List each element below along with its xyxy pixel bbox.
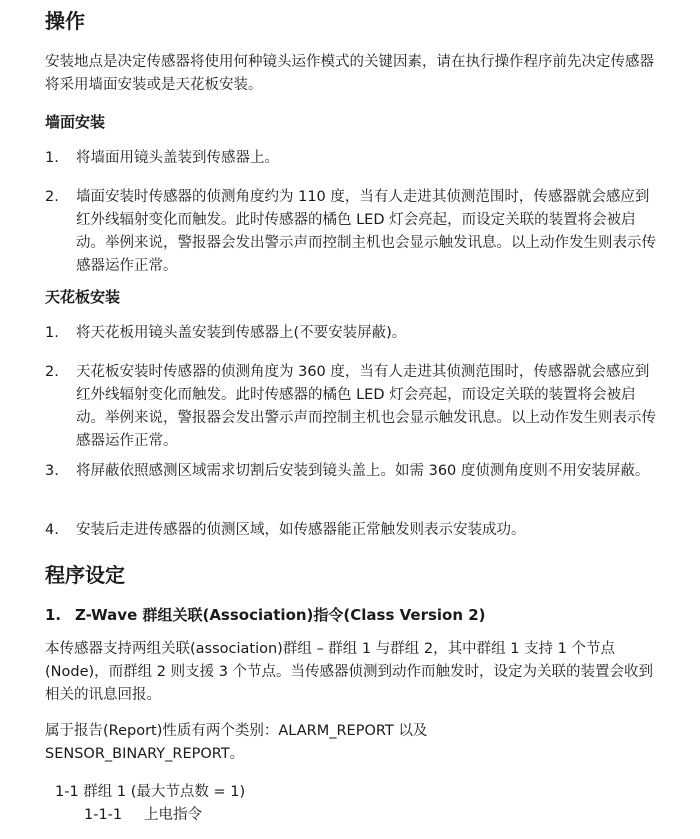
list-item-number: 1. <box>45 325 59 341</box>
section-title-operation: 操作 <box>45 9 85 33</box>
list-item-number: 2. <box>45 189 59 205</box>
list-item-text: 将墙面用镜头盖装到传感器上。 <box>76 150 279 166</box>
list-item-text: 将屏蔽依照感测区域需求切割后安装到镜头盖上。如需 360 度侦测角度则不用安装屏蔽。 <box>76 463 650 479</box>
group1-item-text: 上电指令 <box>144 807 202 823</box>
group1-heading: 1-1 群组 1 (最大节点数 = 1) <box>55 784 246 800</box>
subsection-text: Z-Wave 群组关联(Association)指令(Class Version 2) <box>75 606 486 624</box>
list-item-number: 3. <box>45 463 59 479</box>
list-item-text: 将天花板用镜头盖安装到传感器上(不要安装屏蔽)。 <box>76 325 407 341</box>
report-paragraph-line2: SENSOR_BINARY_REPORT。 <box>45 746 245 762</box>
list-item-text: 天花板安装时传感器的侦测角度为 360 度，当有人走进其侦测范围时，传感器就会感应到红外线辐射变化而触发。此时传感器的橘色 LED 灯会亮起，而设定关联的装置将会被启动。举例来说，警报器会发出警示声而控制主机也会显示触发讯息。以上动作发生则表示传感器运作正常。 <box>76 364 656 449</box>
report-paragraph-line1: 属于报告(Report)性质有两个类别：ALARM_REPORT 以及 <box>45 723 428 739</box>
list-item <box>45 322 657 345</box>
list-item-number: 1. <box>45 150 59 166</box>
subsection-number: 1. <box>45 606 62 624</box>
subsection-title <box>45 604 486 626</box>
list-item <box>45 147 657 170</box>
group1-item-code: 1-1-1 <box>84 807 123 823</box>
association-paragraph: 本传感器支持两组关联(association)群组 – 群组 1 与群组 2，其中群组 1 支持 1 个节点(Node)，而群组 2 则支援 3 个节点。当传感器侦测到动作而触发时，设定为关联的装置会收到相关的讯息回报。 <box>45 641 654 703</box>
list-item <box>45 519 657 542</box>
wall-install-title: 墙面安装 <box>45 113 106 131</box>
list-item-text: 安装后走进传感器的侦测区域，如传感器能正常触发则表示安装成功。 <box>76 522 526 538</box>
list-item <box>45 186 657 278</box>
section-title-program: 程序设定 <box>45 563 125 587</box>
list-item <box>45 460 657 483</box>
ceiling-install-title: 天花板安装 <box>45 288 121 306</box>
group1-item <box>84 804 202 826</box>
list-item-number: 4. <box>45 522 59 538</box>
list-item-text: 墙面安装时传感器的侦测角度约为 110 度，当有人走进其侦测范围时，传感器就会感应到红外线辐射变化而触发。此时传感器的橘色 LED 灯会亮起，而设定关联的装置将会被启动。举例来说，警报器会发出警示声而控制主机也会显示触发讯息。以上动作发生则表示传感器运作正常。 <box>76 189 656 274</box>
operation-intro: 安装地点是决定传感器将使用何种镜头运作模式的关键因素，请在执行操作程序前先决定传感器将采用墙面安装或是天花板安装。 <box>45 54 654 93</box>
list-item <box>45 361 657 453</box>
list-item-number: 2. <box>45 364 59 380</box>
